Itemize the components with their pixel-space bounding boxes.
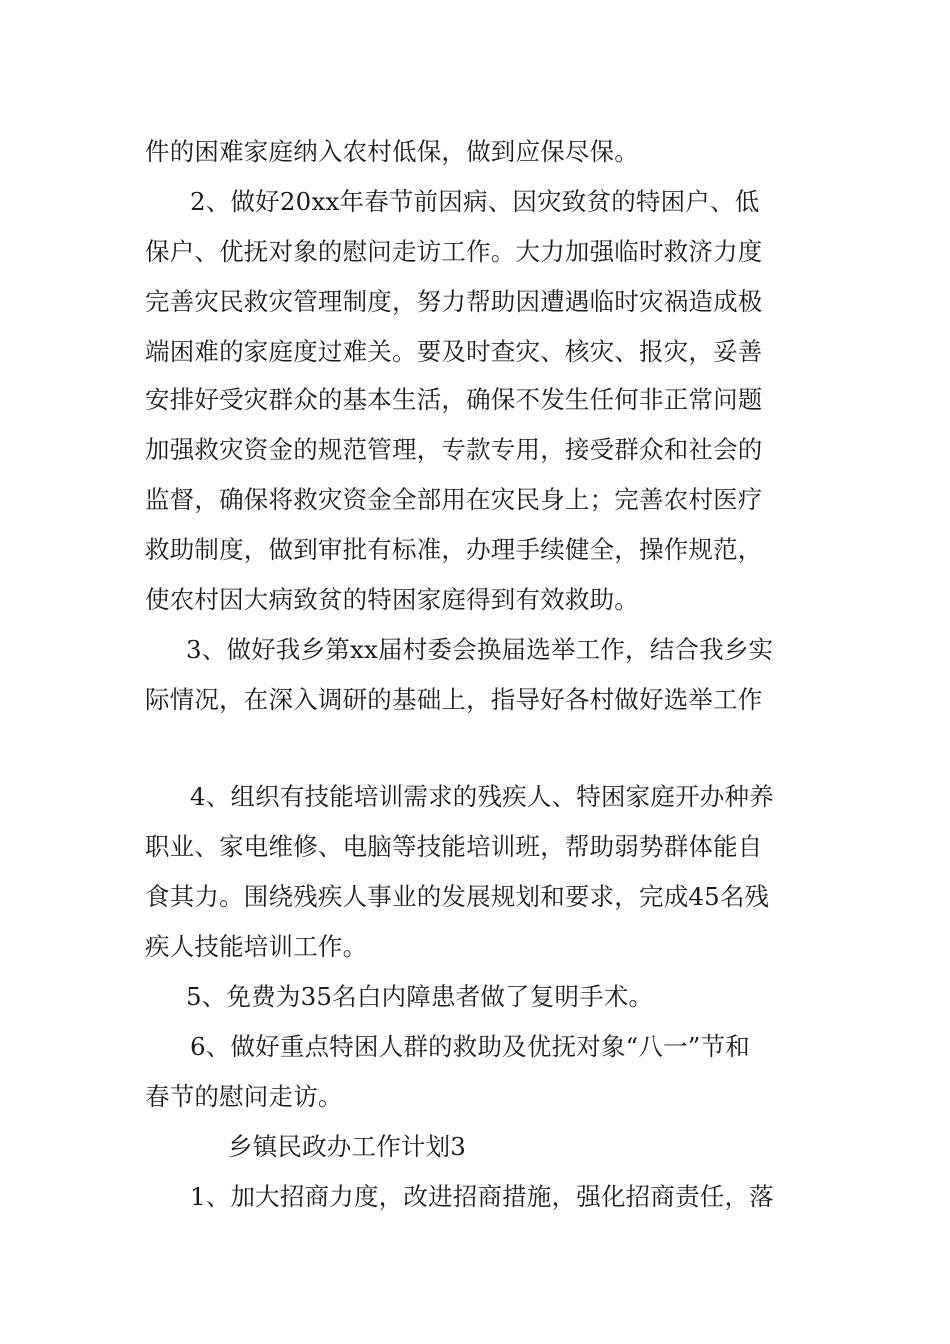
text-line: 安排好受灾群众的基本生活，确保不发生任何非正常问题 xyxy=(145,385,763,414)
text-line: 2、做好20xx年春节前因病、因灾致贫的特困户、低 xyxy=(190,187,760,216)
text-line: 使农村因大病致贫的特困家庭得到有效救助。 xyxy=(145,585,639,614)
text-line: 际情况，在深入调研的基础上，指导好各村做好选举工作 xyxy=(145,685,763,714)
text-line: 3、做好我乡第xx届村委会换届选举工作，结合我乡实 xyxy=(186,635,774,664)
text-line: 4、组织有技能培训需求的残疾人、特困家庭开办种养 xyxy=(190,782,774,811)
text-line: 6、做好重点特困人群的救助及优抚对象“八一”节和 xyxy=(190,1032,750,1061)
text-line: 5、免费为35名白内障患者做了复明手术。 xyxy=(186,982,654,1011)
text-line: 端困难的家庭度过难关。要及时查灾、核灾、报灾，妥善 xyxy=(145,337,763,366)
text-line: 职业、家电维修、电脑等技能培训班，帮助弱势群体能自 xyxy=(145,832,763,861)
text-line: 春节的慰问走访。 xyxy=(145,1082,343,1111)
text-line: 保户、优抚对象的慰问走访工作。大力加强临时救济力度 xyxy=(145,237,763,266)
text-line: 监督，确保将救灾资金全部用在灾民身上；完善农村医疗 xyxy=(145,485,763,514)
text-line: 完善灾民救灾管理制度，努力帮助因遭遇临时灾祸造成极 xyxy=(145,287,763,316)
text-line: 件的困难家庭纳入农村低保，做到应保尽保。 xyxy=(145,137,639,166)
text-line: 加强救灾资金的规范管理，专款专用，接受群众和社会的 xyxy=(145,435,763,464)
section-heading: 乡镇民政办工作计划3 xyxy=(228,1132,467,1161)
text-line: 疾人技能培训工作。 xyxy=(145,932,368,961)
text-line: 救助制度，做到审批有标准，办理手续健全，操作规范， xyxy=(145,535,763,564)
text-line: 食其力。围绕残疾人事业的发展规划和要求，完成45名残 xyxy=(145,882,770,911)
text-line: 1、加大招商力度，改进招商措施，强化招商责任，落 xyxy=(190,1182,774,1211)
